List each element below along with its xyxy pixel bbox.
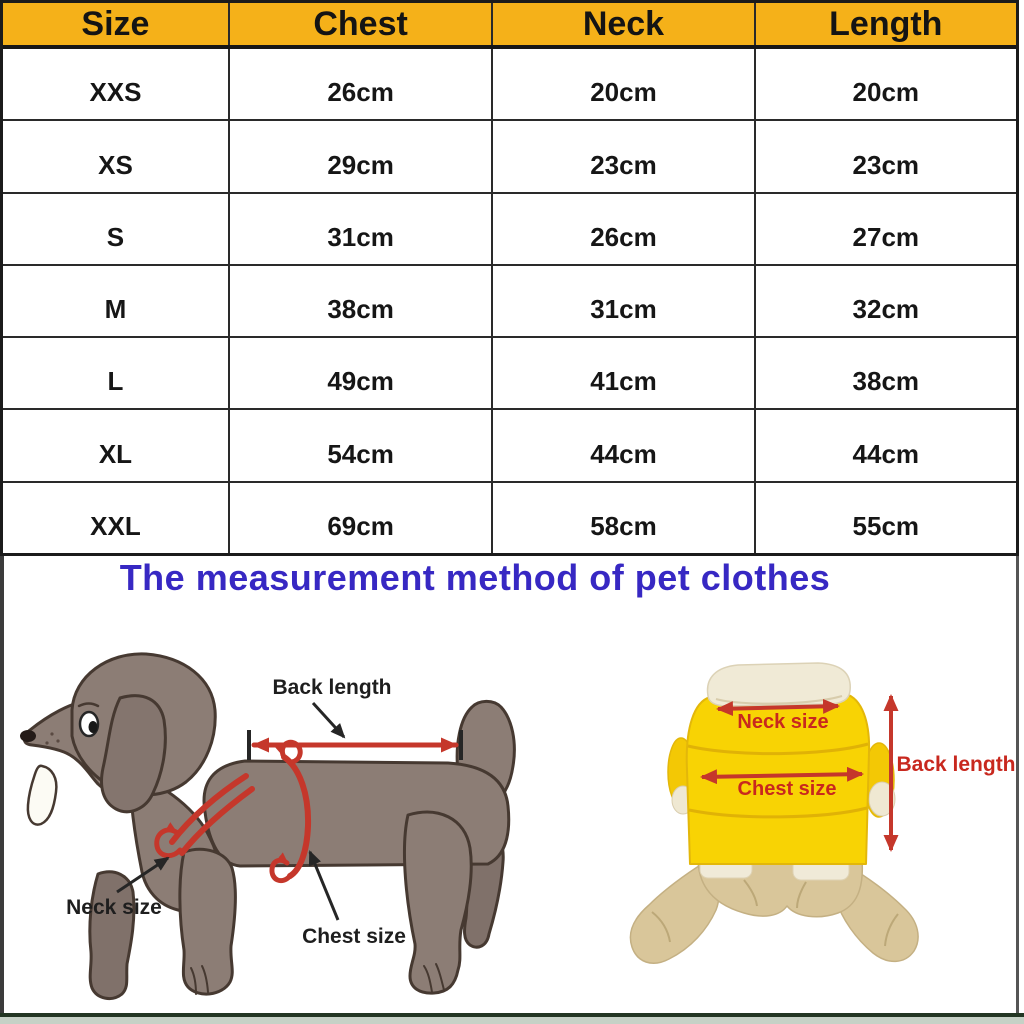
- cell-size: L: [3, 338, 230, 408]
- table-row: [3, 266, 1016, 338]
- cell-chest: 54cm: [230, 410, 493, 480]
- cell-chest: 38cm: [230, 266, 493, 336]
- table-row: [3, 338, 1016, 410]
- cell-length: 23cm: [852, 149, 920, 180]
- jacket-neck-size-label: Neck size: [737, 711, 829, 733]
- cell-chest: 29cm: [230, 121, 493, 191]
- cell-length: 44cm: [852, 438, 920, 469]
- dog-tongue: [28, 766, 57, 825]
- bottom-light-bar: [0, 1017, 1024, 1024]
- header-neck: Neck: [493, 3, 755, 45]
- dog-chest-size-label: Chest size: [302, 925, 406, 948]
- dog-front-leg-near: [180, 849, 236, 994]
- back-length-pointer: [313, 703, 344, 737]
- cell-neck: 20cm: [493, 49, 755, 119]
- header-length: Length: [829, 4, 943, 43]
- cell-length: 55cm: [852, 510, 920, 541]
- cell-size: XL: [3, 410, 230, 480]
- jacket-back-length-label: Back length: [896, 753, 1016, 776]
- header-chest: Chest: [230, 3, 493, 45]
- dog-nose: [20, 730, 36, 742]
- cell-neck: 41cm: [493, 338, 755, 408]
- dog-front-leg-far: [90, 872, 134, 999]
- table-row: [3, 49, 1016, 121]
- cell-chest: 49cm: [230, 338, 493, 408]
- table-row: [3, 121, 1016, 193]
- cell-length: 20cm: [852, 77, 920, 108]
- cell-neck: 58cm: [493, 483, 755, 553]
- cell-length: 38cm: [852, 366, 920, 397]
- cell-size: M: [3, 266, 230, 336]
- cell-neck: 26cm: [493, 194, 755, 264]
- jacket-chest-size-label: Chest size: [737, 778, 837, 800]
- measurement-diagram-graphics: [0, 600, 1024, 1018]
- table-row: [3, 410, 1016, 482]
- table-body: [3, 49, 1016, 553]
- cell-length: 27cm: [852, 221, 920, 252]
- table-header-row: [3, 3, 1016, 49]
- cell-neck: 23cm: [493, 121, 755, 191]
- diagram-title: The measurement method of pet clothes: [119, 557, 831, 598]
- cell-chest: 31cm: [230, 194, 493, 264]
- cell-chest: 69cm: [230, 483, 493, 553]
- cell-length: 32cm: [852, 294, 920, 325]
- dog-neck-size-label: Neck size: [66, 896, 162, 919]
- cell-neck: 31cm: [493, 266, 755, 336]
- table-row: [3, 194, 1016, 266]
- cell-chest: 26cm: [230, 49, 493, 119]
- cell-size: S: [3, 194, 230, 264]
- cell-size: XS: [3, 121, 230, 191]
- cell-size: XXL: [3, 483, 230, 553]
- dog-illustration: [20, 654, 514, 999]
- table-row: [3, 483, 1016, 553]
- header-size: Size: [3, 3, 230, 45]
- dog-pupil: [89, 721, 98, 733]
- cell-size: XXS: [3, 49, 230, 119]
- dog-back-length-label: Back length: [272, 676, 392, 699]
- cell-neck: 44cm: [493, 410, 755, 480]
